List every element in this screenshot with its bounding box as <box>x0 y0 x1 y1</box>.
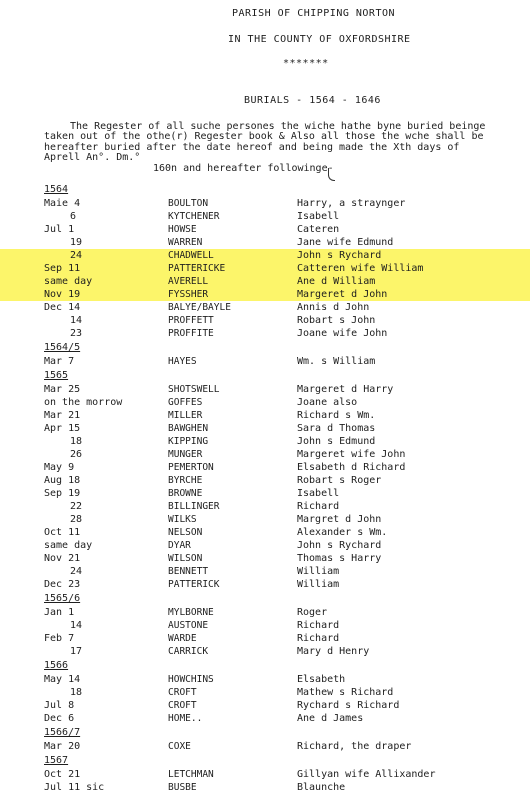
burial-entry <box>0 578 530 591</box>
year-heading: 1564/5 <box>44 342 81 353</box>
entry-surname: HOWSE <box>168 224 197 235</box>
entry-forename: William <box>297 566 340 577</box>
entry-forename: Mathew s Richard <box>297 687 394 698</box>
entry-forename: Joane wife John <box>297 328 388 339</box>
entry-date: 18 <box>70 687 83 698</box>
entry-date: May 9 <box>44 462 75 473</box>
entry-surname: KIPPING <box>168 436 209 447</box>
entry-forename: Rychard s Richard <box>297 700 400 711</box>
entry-date: Mar 7 <box>44 356 75 367</box>
year-heading: 1566 <box>44 660 69 671</box>
entry-date: Feb 7 <box>44 633 75 644</box>
entry-forename: Richard s Wm. <box>297 410 376 421</box>
intro-line-4: Aprell An°. Dm.° <box>44 152 141 163</box>
entry-surname: MILLER <box>168 410 203 421</box>
entry-date: Mar 20 <box>44 741 81 752</box>
entry-forename: Annis d John <box>297 302 370 313</box>
entry-surname: CROFT <box>168 700 197 711</box>
county-title: IN THE COUNTY OF OXFORDSHIRE <box>228 34 411 45</box>
intro-line-2: taken out of the othe(r) Regester book & Also all those the wche shall be <box>44 131 484 142</box>
entry-date: 24 <box>70 566 83 577</box>
entry-forename: Jane wife Edmund <box>297 237 394 248</box>
entry-date: Mar 25 <box>44 384 81 395</box>
pen-mark <box>328 168 335 181</box>
burial-entry <box>0 396 530 409</box>
burial-entry <box>0 383 530 396</box>
highlighted-entry <box>0 262 530 275</box>
entry-date: Sep 19 <box>44 488 81 499</box>
burial-entry <box>0 606 530 619</box>
entry-forename: Margeret wife John <box>297 449 406 460</box>
entry-date: Sep 11 <box>44 263 81 274</box>
entry-date: on the morrow <box>44 397 123 408</box>
entry-date: Jul 11 sic <box>44 782 105 793</box>
entry-surname: PROFFITE <box>168 328 214 339</box>
entry-forename: Sara d Thomas <box>297 423 376 434</box>
burial-entry <box>0 781 530 794</box>
entry-forename: Wm. s William <box>297 356 376 367</box>
burial-entry <box>0 526 530 539</box>
entry-date: 14 <box>70 620 83 631</box>
entry-date: Dec 6 <box>44 713 75 724</box>
entry-forename: Isabell <box>297 211 340 222</box>
entry-date: Oct 11 <box>44 527 81 538</box>
burial-entry <box>0 712 530 725</box>
entry-date: Jul 8 <box>44 700 75 711</box>
entry-date: 22 <box>70 501 83 512</box>
entry-date: May 14 <box>44 674 81 685</box>
entry-forename: Isabell <box>297 488 340 499</box>
burial-entry <box>0 768 530 781</box>
burial-entry <box>0 632 530 645</box>
entry-surname: MUNGER <box>168 449 203 460</box>
entry-surname: HOWCHINS <box>168 674 214 685</box>
entry-date: 23 <box>70 328 83 339</box>
entry-surname: PEMERTON <box>168 462 214 473</box>
year-heading: 1566/7 <box>44 727 81 738</box>
entry-surname: KYTCHENER <box>168 211 220 222</box>
entry-surname: BYRCHE <box>168 475 203 486</box>
entry-surname: CROFT <box>168 687 197 698</box>
burial-entry <box>0 487 530 500</box>
entry-surname: WILKS <box>168 514 197 525</box>
burial-entry <box>0 422 530 435</box>
burial-entry <box>0 327 530 340</box>
entry-surname: CHADWELL <box>168 250 214 261</box>
entry-surname: CARRICK <box>168 646 209 657</box>
entry-surname: PATTERICK <box>168 579 220 590</box>
stars-divider: ******* <box>283 58 329 69</box>
entry-forename: Blaunche <box>297 782 346 793</box>
entry-forename: Catteren wife William <box>297 263 424 274</box>
entry-date: Apr 15 <box>44 423 81 434</box>
entry-date: same day <box>44 276 93 287</box>
entry-surname: GOFFES <box>168 397 203 408</box>
entry-date: Maie 4 <box>44 198 81 209</box>
entry-surname: COXE <box>168 741 191 752</box>
entry-forename: John s Edmund <box>297 436 376 447</box>
entry-surname: BALYE/BAYLE <box>168 302 231 313</box>
burial-entry <box>0 699 530 712</box>
burial-entry <box>0 461 530 474</box>
entry-forename: Margeret d Harry <box>297 384 394 395</box>
entry-date: Mar 21 <box>44 410 81 421</box>
highlighted-entry <box>0 288 530 301</box>
burial-entry <box>0 409 530 422</box>
entry-surname: AUSTONE <box>168 620 209 631</box>
entry-date: 6 <box>70 211 77 222</box>
burial-entry <box>0 314 530 327</box>
entry-forename: Robart s Roger <box>297 475 382 486</box>
entry-surname: NELSON <box>168 527 203 538</box>
entry-surname: SHOTSWELL <box>168 384 220 395</box>
entry-surname: BENNETT <box>168 566 209 577</box>
entry-surname: BILLINGER <box>168 501 220 512</box>
highlighted-entry <box>0 275 530 288</box>
entry-forename: Joane also <box>297 397 358 408</box>
entry-date: Nov 19 <box>44 289 81 300</box>
burial-entry <box>0 355 530 368</box>
entry-forename: John s Rychard <box>297 540 382 551</box>
entry-date: same day <box>44 540 93 551</box>
intro-line-3: hereafter buried after the date hereof and being made the Xth days of <box>44 142 460 153</box>
entry-surname: MYLBORNE <box>168 607 214 618</box>
entry-date: 26 <box>70 449 83 460</box>
entry-surname: WILSON <box>168 553 203 564</box>
year-heading: 1565/6 <box>44 593 81 604</box>
entry-forename: Thomas s Harry <box>297 553 382 564</box>
entry-forename: Elsabeth d Richard <box>297 462 406 473</box>
year-heading: 1565 <box>44 370 69 381</box>
entry-date: 18 <box>70 436 83 447</box>
entry-forename: Ane d James <box>297 713 364 724</box>
entry-forename: Ane d William <box>297 276 376 287</box>
entry-forename: Margeret d John <box>297 289 388 300</box>
entry-surname: FYSSHER <box>168 289 209 300</box>
burial-entry <box>0 673 530 686</box>
entry-surname: BOULTON <box>168 198 209 209</box>
entry-date: Dec 23 <box>44 579 81 590</box>
parish-title: PARISH OF CHIPPING NORTON <box>232 8 396 19</box>
entry-date: Jan 1 <box>44 607 75 618</box>
entry-surname: PATTERICKE <box>168 263 226 274</box>
burial-entry <box>0 513 530 526</box>
burial-entry <box>0 539 530 552</box>
burial-entry <box>0 210 530 223</box>
entry-date: 14 <box>70 315 83 326</box>
burial-entry <box>0 740 530 753</box>
burial-entry <box>0 301 530 314</box>
entry-forename: Richard <box>297 501 340 512</box>
entry-forename: Elsabeth <box>297 674 346 685</box>
year-heading: 1564 <box>44 184 69 195</box>
burial-entry <box>0 500 530 513</box>
entry-forename: Mary d Henry <box>297 646 370 657</box>
entry-surname: LETCHMAN <box>168 769 214 780</box>
year-heading: 1567 <box>44 755 69 766</box>
burial-entry <box>0 223 530 236</box>
entry-date: Nov 21 <box>44 553 81 564</box>
entry-date: 24 <box>70 250 83 261</box>
entry-date: 19 <box>70 237 83 248</box>
entry-forename: Roger <box>297 607 328 618</box>
entry-date: Oct 21 <box>44 769 81 780</box>
burial-entry <box>0 645 530 658</box>
entry-date: Dec 14 <box>44 302 81 313</box>
entry-forename: William <box>297 579 340 590</box>
entry-forename: Robart s John <box>297 315 376 326</box>
entry-forename: Richard, the draper <box>297 741 412 752</box>
entry-forename: Alexander s Wm. <box>297 527 388 538</box>
burial-entry <box>0 236 530 249</box>
entry-surname: HOME.. <box>168 713 203 724</box>
entry-forename: Richard <box>297 620 340 631</box>
highlighted-entry <box>0 249 530 262</box>
entry-forename: Margret d John <box>297 514 382 525</box>
burial-entry <box>0 565 530 578</box>
burial-entry <box>0 474 530 487</box>
burial-entry <box>0 448 530 461</box>
entry-forename: Gillyan wife Allixander <box>297 769 436 780</box>
entry-surname: BROWNE <box>168 488 203 499</box>
entry-surname: BUSBE <box>168 782 197 793</box>
entry-forename: Richard <box>297 633 340 644</box>
entry-date: 17 <box>70 646 83 657</box>
entry-surname: HAYES <box>168 356 197 367</box>
intro-line-1: The Regester of all suche persones the wiche hathe byne buried beinge <box>70 121 486 132</box>
entry-forename: Harry, a straynger <box>297 198 406 209</box>
entry-forename: John s Rychard <box>297 250 382 261</box>
entry-surname: DYAR <box>168 540 191 551</box>
burial-entry <box>0 686 530 699</box>
burial-entry <box>0 197 530 210</box>
entry-date: Jul 1 <box>44 224 75 235</box>
burial-entry <box>0 619 530 632</box>
burial-entry <box>0 552 530 565</box>
entry-surname: BAWGHEN <box>168 423 209 434</box>
entry-surname: PROFFETT <box>168 315 214 326</box>
burial-entry <box>0 435 530 448</box>
entry-date: Aug 18 <box>44 475 81 486</box>
entry-forename: Cateren <box>297 224 340 235</box>
intro-line-5: 160n and hereafter followinge- <box>153 163 334 174</box>
entry-date: 28 <box>70 514 83 525</box>
entry-surname: AVERELL <box>168 276 209 287</box>
burials-title: BURIALS - 1564 - 1646 <box>244 95 381 106</box>
entry-surname: WARDE <box>168 633 197 644</box>
entry-surname: WARREN <box>168 237 203 248</box>
